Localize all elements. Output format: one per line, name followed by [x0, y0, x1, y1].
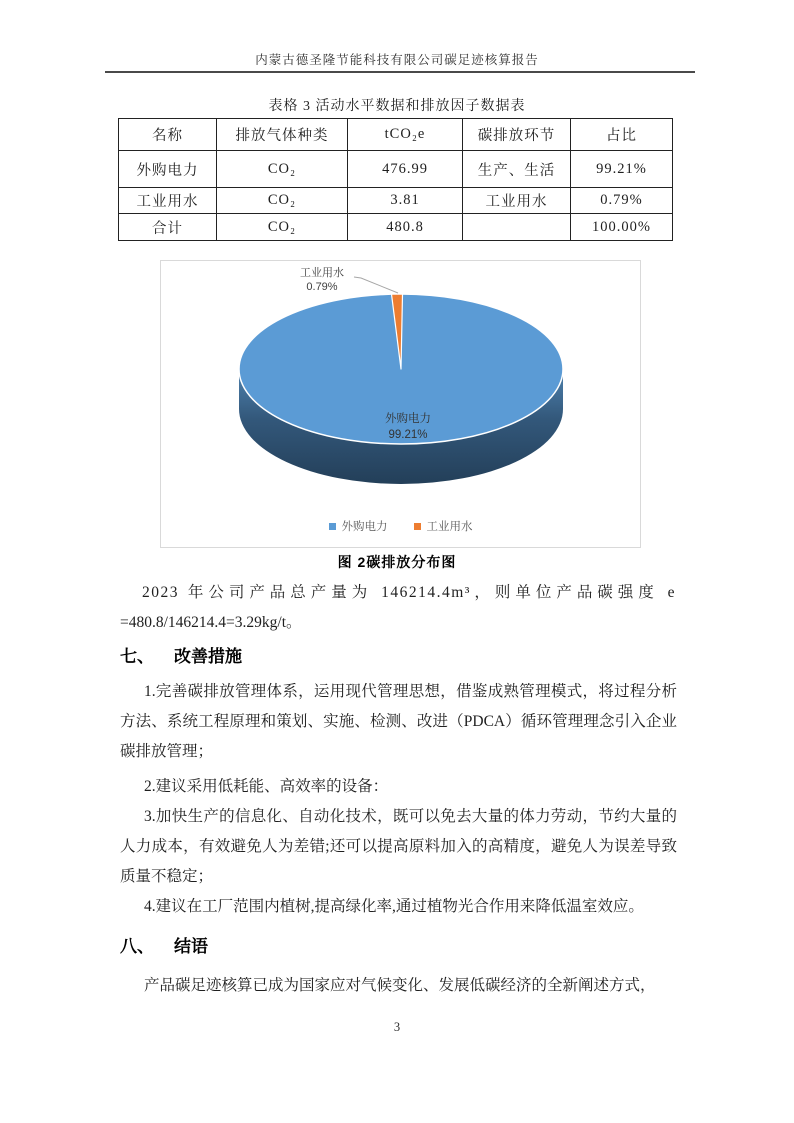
cell-stage: 工业用水: [463, 188, 571, 214]
intro-paragraph-line1: 2023 年公司产品总产量为 146214.4m³，则单位产品碳强度 e: [142, 584, 676, 601]
legend-swatch-blue: [329, 523, 336, 530]
cell-share: 0.79%: [571, 188, 673, 214]
col-header-gas: 排放气体种类: [217, 119, 348, 151]
cell-stage: 生产、生活: [463, 151, 571, 188]
callout-value: 0.79%: [306, 281, 338, 293]
legend-item: [329, 518, 388, 534]
cell-share: 100.00%: [571, 214, 673, 241]
legend-label: 工业用水: [426, 521, 473, 533]
cell-tco2e: 3.81: [348, 188, 463, 214]
inner-name: 外购电力: [385, 413, 431, 425]
header-rule: [105, 71, 695, 73]
page-header-title: 内蒙古德圣隆节能科技有限公司碳足迹核算报告: [255, 53, 539, 67]
col-header-stage: 碳排放环节: [463, 119, 571, 151]
cell-stage: [463, 214, 571, 241]
improvement-item-2: 2.建议采用低耗能、高效率的设备：: [144, 778, 389, 795]
cell-gas: CO₂: [217, 188, 348, 214]
col-header-name: 名称: [119, 119, 217, 151]
section-title: 改善措施: [174, 647, 242, 666]
cell-name: 外购电力: [119, 151, 217, 188]
page-number: 3: [393, 1020, 401, 1034]
inner-value: 99.21%: [388, 429, 428, 441]
cell-gas: CO₂: [217, 214, 348, 241]
emission-data-table: [118, 118, 673, 241]
table-header-row: [119, 119, 673, 151]
cell-tco2e: 476.99: [348, 151, 463, 188]
pie-chart: [160, 260, 641, 548]
table-row: [119, 188, 673, 214]
table-caption: 表格 3 活动水平数据和排放因子数据表: [268, 99, 526, 114]
col-header-share: 占比: [571, 119, 673, 151]
pie-chart-svg: [161, 261, 639, 546]
figure-caption: 图 2碳排放分布图: [337, 554, 457, 570]
section-number: 七、: [120, 647, 154, 666]
section-heading-8: [120, 932, 680, 957]
cell-gas: CO₂: [217, 151, 348, 188]
table-row: [119, 214, 673, 241]
legend-item: [414, 518, 473, 534]
table-row: [119, 151, 673, 188]
improvement-item-4: 4.建议在工厂范围内植树,提高绿化率,通过植物光合作用来降低温室效应。: [144, 898, 644, 915]
section-title: 结语: [174, 937, 208, 956]
cell-name: 合计: [119, 214, 217, 241]
conclusion-paragraph: 产品碳足迹核算已成为国家应对气候变化、发展低碳经济的全新阐述方式，: [144, 977, 656, 994]
section-number: 八、: [120, 937, 154, 956]
legend-swatch-orange: [414, 523, 421, 530]
col-header-tco2e: tCO₂e: [348, 119, 463, 151]
improvement-item-1: 1.完善碳排放管理体系，运用现代管理思想，借鉴成熟管理模式，将过程分析方法、系统工程原理和策划、实施、检测、改进（PDCA）循环管理理念引入企业碳排放管理；: [120, 683, 677, 760]
pie-callout-label: [272, 266, 372, 294]
cell-tco2e: 480.8: [348, 214, 463, 241]
section-heading-7: [120, 642, 680, 667]
callout-name: 工业用水: [300, 267, 344, 279]
intro-paragraph-line2: =480.8/146214.4=3.29kg/t。: [120, 614, 302, 631]
pie-inner-label: [358, 411, 458, 443]
legend-label: 外购电力: [341, 521, 388, 533]
cell-name: 工业用水: [119, 188, 217, 214]
improvement-item-3: 3.加快生产的信息化、自动化技术，既可以免去大量的体力劳动，节约大量的人力成本，有效避免人为差错;还可以提高原料加入的高精度，避免人为误差导致质量不稳定；: [120, 808, 677, 885]
chart-legend: [161, 518, 640, 534]
cell-share: 99.21%: [571, 151, 673, 188]
